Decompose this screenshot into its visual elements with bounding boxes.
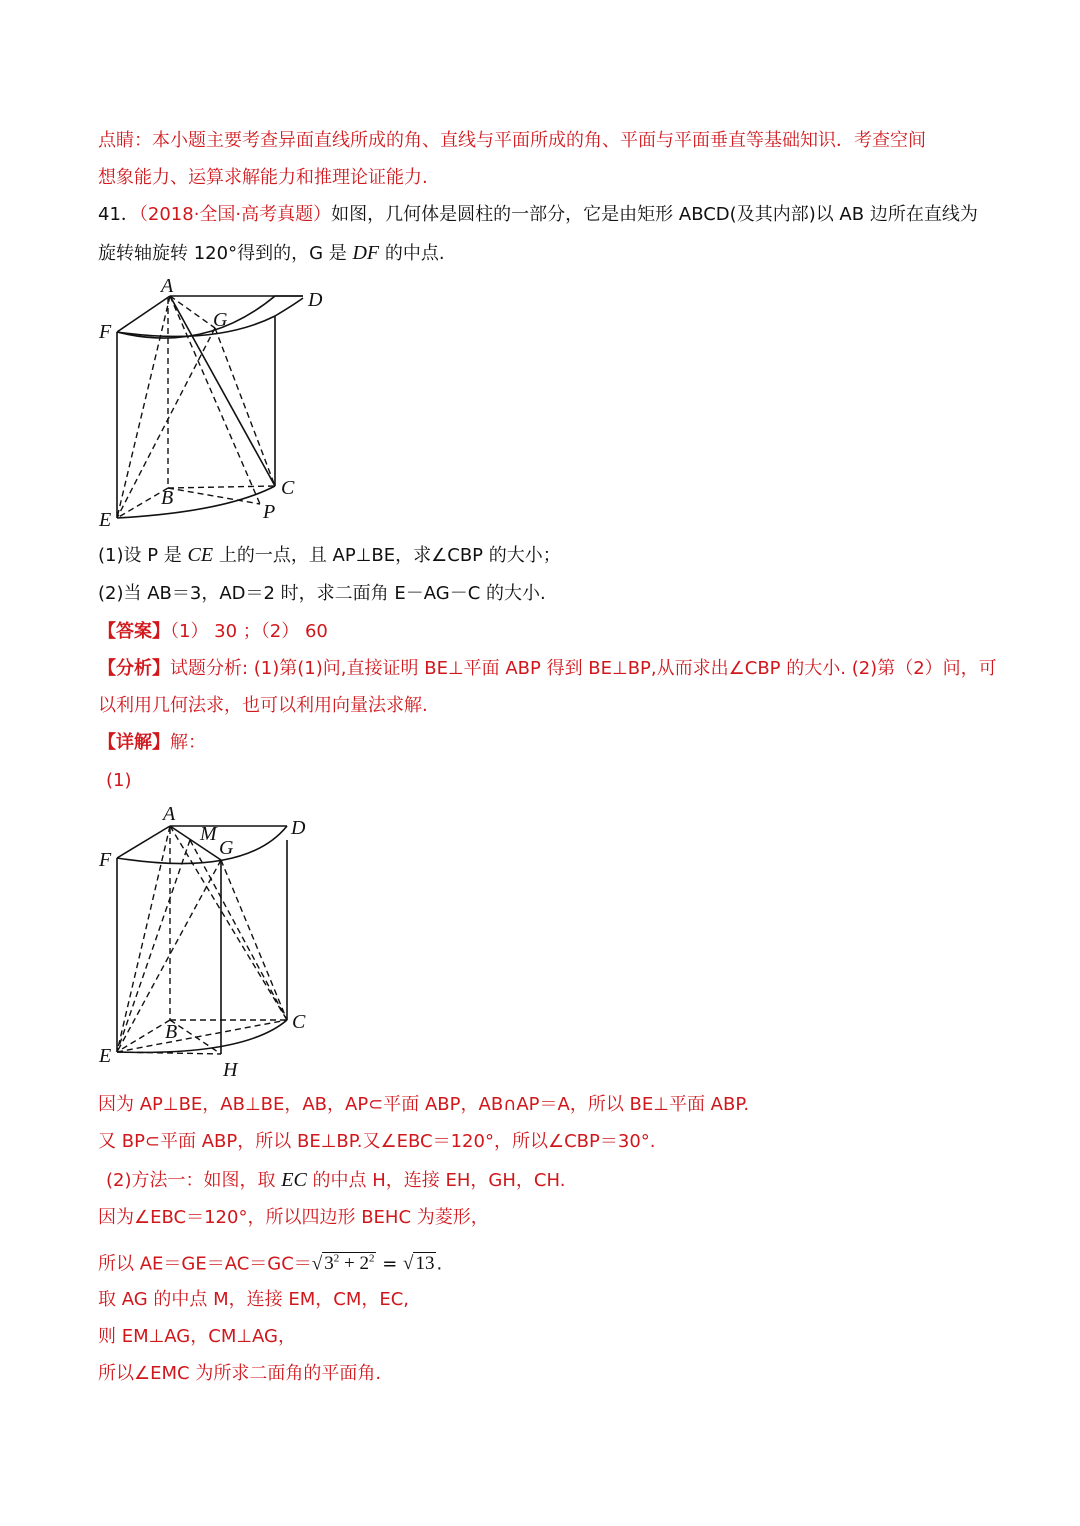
answer-text: （1） 30 ；（2） 60: [170, 621, 328, 642]
analysis-line-1: [98, 656, 997, 682]
analysis-text-1: 试题分析: (1)第(1)问,直接证明 BE⊥平面 ABP 得到 BE⊥BP,从而求出∠CBP 的大小. (2)第（2）问，可: [170, 658, 997, 679]
rad1-base1: 3: [324, 1253, 334, 1275]
solution-line-8: 所以∠EMC 为所求二面角的平面角.: [98, 1363, 382, 1384]
solution-line-6: 取 AG 的中点 M，连接 EM，CM，EC,: [98, 1289, 410, 1310]
problem-stem-line-2: [98, 240, 445, 267]
problem-source: （2018·全国·高考真题）: [138, 204, 332, 225]
analysis-line-2: 以利用几何法求，也可以利用向量法求解.: [98, 695, 428, 716]
rad1-exp1: 2: [333, 1253, 340, 1265]
fig2-label-H: H: [223, 1059, 238, 1081]
detail-text: 解：: [170, 732, 206, 753]
fig2-label-G: G: [219, 837, 234, 859]
fig1-label-E: E: [99, 509, 112, 531]
answer-line: [98, 619, 328, 645]
question-1: [98, 542, 561, 569]
fig2-label-D: D: [291, 817, 306, 839]
review-line-2: 想象能力、运算求解能力和推理论证能力.: [98, 167, 428, 188]
solution-line-3a: (2)方法一：如图，取: [106, 1170, 276, 1191]
rad1-base2: 2: [359, 1253, 369, 1275]
problem-number: 41．: [98, 204, 139, 225]
figure-2: [95, 800, 325, 1086]
problem-stem-2b: 的中点.: [384, 243, 445, 264]
solution-line-2: 又 BP⊂平面 ABP，所以 BE⊥BP.又∠EBC＝120°，所以∠CBP＝30°.: [98, 1131, 656, 1152]
fig1-label-P: P: [263, 501, 276, 523]
equals-sign: =: [376, 1253, 403, 1275]
solution-line-5: [98, 1246, 442, 1277]
question-1a: (1)设 P 是: [98, 545, 182, 566]
solution-line-1: 因为 AP⊥BE，AB⊥BE，AB，AP⊂平面 ABP，AB∩AP＝A，所以 BE⊥平面 ABP.: [98, 1094, 750, 1115]
fig1-label-F: F: [99, 321, 112, 343]
fig1-label-G: G: [213, 309, 228, 331]
review-line-1: 点睛：本小题主要考查异面直线所成的角、直线与平面所成的角、平面与平面垂直等基础知识．考查空间: [98, 130, 926, 151]
rad1-plus: +: [339, 1253, 360, 1275]
arc-ec: EC: [281, 1169, 307, 1191]
fig1-label-A: A: [161, 276, 174, 297]
analysis-tag: 【分析】: [98, 658, 170, 679]
problem-stem-1: 如图，几何体是圆柱的一部分，它是由矩形 ABCD(及其内部)以 AB 边所在直线为: [331, 204, 978, 225]
fig2-label-C: C: [292, 1011, 306, 1033]
fig1-label-D: D: [308, 289, 323, 311]
solution-line-3b: 的中点 H，连接 EH，GH，CH.: [312, 1170, 566, 1191]
fig2-label-M: M: [200, 823, 217, 845]
question-1b: 上的一点，且 AP⊥BE，求∠CBP 的大小；: [218, 545, 561, 566]
fig2-label-E: E: [99, 1045, 112, 1067]
problem-stem-2a: 旋转轴旋转 120°得到的，G 是: [98, 243, 347, 264]
detail-tag: 【详解】: [98, 732, 170, 753]
fig2-label-B: B: [165, 1021, 178, 1043]
solution-line-4: 因为∠EBC＝120°，所以四边形 BEHC 为菱形，: [98, 1207, 489, 1228]
line-5-end: .: [436, 1253, 443, 1275]
problem-stem-line-1: [98, 202, 978, 228]
figure-1: [95, 276, 325, 536]
fig2-label-A: A: [163, 803, 176, 825]
radical-1: √ $3^2 + 2^2$: [311, 1253, 375, 1275]
rad1-exp2: 2: [368, 1253, 375, 1265]
figure-2-svg: [95, 800, 325, 1082]
fig1-label-B: B: [161, 487, 174, 509]
part-1-label: (1): [106, 770, 132, 791]
radical-2: √ 13: [403, 1253, 435, 1275]
detail-line: [98, 730, 206, 756]
arc-ce: CE: [187, 544, 214, 566]
fig1-label-C: C: [281, 477, 295, 499]
question-2: (2)当 AB＝3，AD＝2 时，求二面角 E－AG－C 的大小.: [98, 583, 546, 604]
fig2-label-F: F: [99, 849, 112, 871]
figure-1-svg: [95, 276, 325, 532]
rad2-value: 13: [415, 1253, 435, 1275]
solution-line-7: 则 EM⊥AG，CM⊥AG，: [98, 1326, 296, 1347]
arc-df: DF: [352, 242, 380, 264]
solution-line-5a: 所以 AE＝GE＝AC＝GC＝: [98, 1253, 312, 1275]
solution-line-3: [106, 1167, 565, 1194]
answer-tag: 【答案】: [98, 621, 170, 642]
